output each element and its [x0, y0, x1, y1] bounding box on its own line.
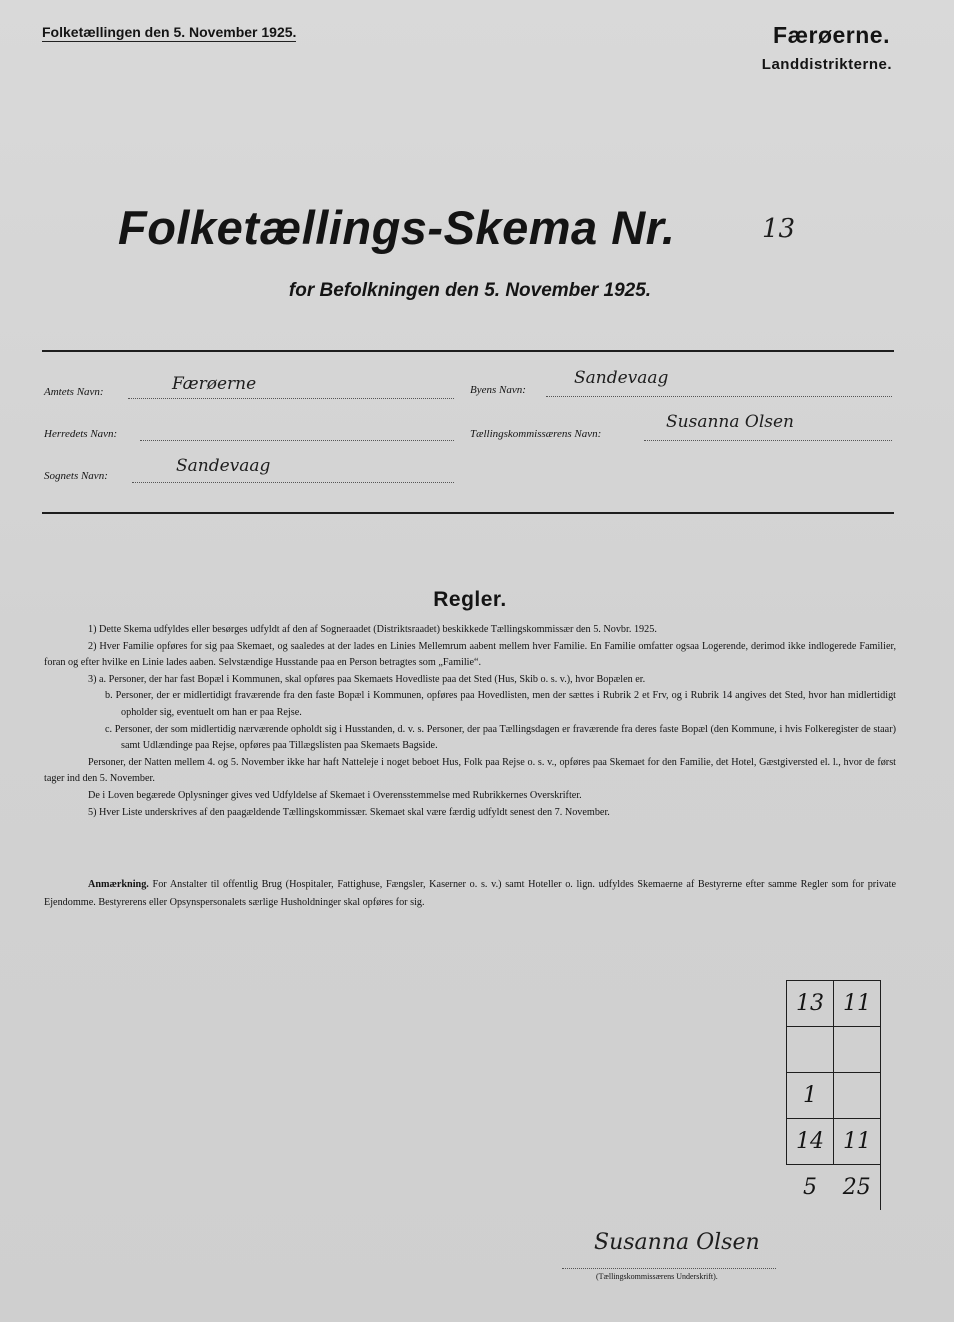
herred-line [140, 440, 454, 441]
by-label: Byens Navn: [470, 384, 526, 396]
remark-label: Anmærkning. [88, 879, 149, 890]
form-number: 13 [762, 214, 796, 244]
tally-cell [787, 1027, 834, 1073]
rule-5: 5) Hver Liste underskrives af den paagældende Tællingskommissær. Skemaet skal være færdig udfyldt senest den 7. November. [88, 806, 610, 818]
region-title: Færøerne. [773, 22, 890, 48]
top-divider [42, 350, 894, 352]
form-title: Folketællings-Skema Nr. [118, 201, 676, 254]
remark-block [44, 876, 896, 912]
tally-cell: 13 [787, 981, 834, 1027]
kommissaer-value: Susanna Olsen [666, 412, 794, 432]
signature: Susanna Olsen [594, 1230, 760, 1255]
amt-line [128, 398, 454, 399]
tally-cell: 14 [787, 1119, 834, 1165]
bottom-divider [42, 512, 894, 514]
sogn-value: Sandevaag [176, 456, 271, 476]
amt-label: Amtets Navn: [44, 386, 104, 398]
kommissaer-line [644, 440, 892, 441]
tally-grid [786, 980, 881, 1210]
tally-cell: 11 [834, 981, 881, 1027]
rule-3c: c. Personer, der som midlertidig nærværende opholdt sig i Husstanden, d. v. s. Personer, der paa Tællingsdagen er fraværende fra deres faste Bopæl (den Kommune, i hvis Folkeregister de staar) samt Udlændinge paa Rejse, opføres paa Tillægslisten paa Skemaets Bagside. [105, 723, 896, 752]
rule-3a: 3) a. Personer, der har fast Bopæl i Kommunen, skal opføres paa Skemaets Hovedliste paa det Sted (Hus, Skib o. s. v.), hvor Bopælen er. [88, 673, 646, 685]
rule-4: De i Loven begærede Oplysninger gives ved Udfyldelse af Skemaet i Overensstemmelse med Rubrikkernes Overskrifter. [88, 789, 582, 801]
kommissaer-label: Tællingskommissærens Navn: [470, 428, 602, 440]
tally-cell: 25 [834, 1165, 881, 1211]
rule-3d: Personer, der Natten mellem 4. og 5. November ikke har haft Natteleje i noget beboet Hus, Folk paa Rejse o. s. v., opføres paa Skemaet for den Familie, det Hotel, Gæstgiversted el. l., hvor de først tager ind den 5. November. [44, 756, 896, 785]
census-date-header: Folketællingen den 5. November 1925. [42, 24, 297, 40]
rules-heading: Regler. [433, 588, 507, 611]
by-value: Sandevaag [574, 368, 669, 388]
rules-list [44, 622, 896, 821]
signature-line [562, 1268, 776, 1269]
tally-cell [834, 1027, 881, 1073]
form-subtitle: for Befolkningen den 5. November 1925. [288, 280, 652, 301]
remark-text: For Anstalter til offentlig Brug (Hospitaler, Fattighuse, Fængsler, Kaserner o. s. v.) samt Hoteller o. lign. udfyldes Skemaerne af Bestyrerne efter samme Regler som for private Ejendomme. Bestyrerens eller Opsynspersonalets særlige Husholdninger skal opføres for sig. [44, 879, 896, 908]
rule-1: 1) Dette Skema udfyldes eller besørges udfyldt af den af Sogneraadet (Distriktsraadet) beskikkede Tællingskommissær den 5. Novbr. 1925. [88, 624, 657, 635]
tally-cell: 1 [787, 1073, 834, 1119]
sogn-line [132, 482, 454, 483]
rule-2: 2) Hver Familie opføres for sig paa Skemaet, og saaledes at der lades en Linies Mellemrum aabent mellem hver Familie. En Familie omfatter ogsaa Logerende, derimod ikke indlogerede Familier, foran og efter hvilke en Linie lades aaben. Selvstændige Husstande paa en Person betragtes som „Familie“. [44, 640, 896, 669]
tally-cell [834, 1073, 881, 1119]
herred-label: Herredets Navn: [44, 428, 118, 440]
region-subtitle: Landdistrikterne. [761, 56, 892, 73]
tally-cell: 11 [834, 1119, 881, 1165]
sogn-label: Sognets Navn: [44, 470, 108, 482]
rule-3b: b. Personer, der er midlertidigt fraværende fra den faste Bopæl i Kommunen, opføres paa Hovedlisten, men der sættes i Rubrik 2 et Frv, og i Rubrik 14 angives det Sted, hvor han midlertidigt opholder sig, eventuelt om han er paa Rejse. [105, 690, 896, 718]
by-line [546, 396, 892, 397]
tally-cell: 5 [803, 1175, 817, 1200]
signature-label: (Tællingskommissærens Underskrift). [596, 1272, 718, 1281]
amt-value: Færøerne [172, 374, 257, 394]
